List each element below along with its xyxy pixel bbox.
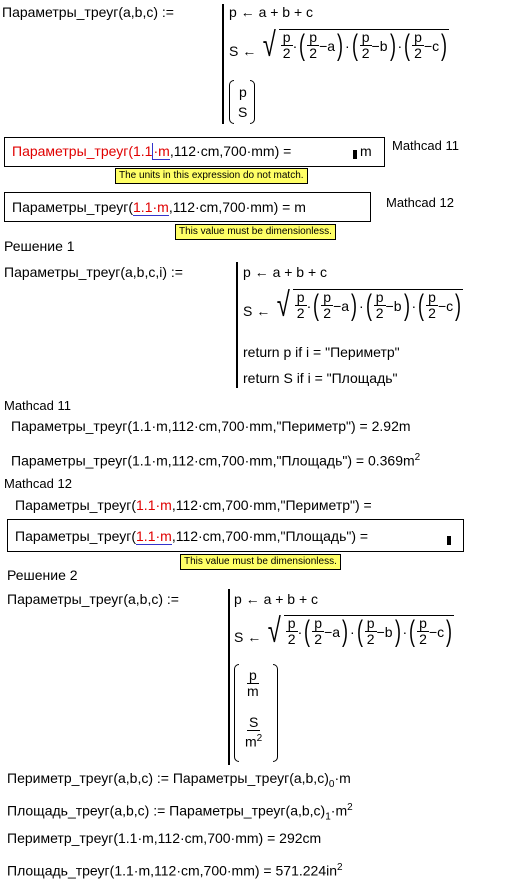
vector-bracket-right-icon xyxy=(250,80,255,124)
sqrt-icon: √ xyxy=(267,612,281,650)
vector-bracket-left-icon xyxy=(234,664,239,762)
radicand: $\frac{p}{2}$ · ( $\frac{p}{2}$ − a ) · ( $\frac{p}{2}$ − b ) · ( $\frac{p}{2}$ − c ) xyxy=(293,289,463,321)
sol1-return-s[interactable]: return S if i = "Площадь" xyxy=(243,370,398,386)
sol1-return-p[interactable]: return p if i = "Периметр" xyxy=(243,344,400,360)
def1-line-p[interactable]: p ← a + b + c xyxy=(229,4,314,20)
vector-bracket-right-icon xyxy=(273,664,278,762)
fraction: $\frac{p}{2}$ xyxy=(419,615,427,647)
paren-close-icon: ) xyxy=(455,288,462,322)
paren-close-icon: ) xyxy=(394,614,401,648)
paren-open-icon: ( xyxy=(365,288,372,322)
sol1-mc11-label: Mathcad 11 xyxy=(4,398,71,413)
paren-close-icon: ) xyxy=(403,288,410,322)
sol1-mc12-error-tooltip: This value must be dimensionless. xyxy=(180,554,341,570)
expr11-error-tooltip: The units in this expression do not match. xyxy=(115,168,308,184)
heron-sqrt xyxy=(274,288,463,322)
paren-close-icon: ) xyxy=(441,28,448,62)
sol2-vec-frac2: $\frac{S}{m^2}$ xyxy=(245,714,263,750)
expr12-expression[interactable]: Параметры_треуг(1.1·m,112·cm,700·mm) = m xyxy=(12,199,306,215)
placeholder-icon[interactable] xyxy=(447,536,451,545)
expr11-unit: m xyxy=(360,143,372,159)
sol2-perimeter-result[interactable]: Периметр_треуг(1.1·m,112·cm,700·mm) = 292cm xyxy=(7,830,322,846)
sol1-line-p[interactable]: p ← a + b + c xyxy=(243,264,328,280)
sol1-program-bar xyxy=(236,262,238,388)
sol2-vec-frac1: $\frac{p}{m}$ xyxy=(247,667,259,699)
def1-program-bar xyxy=(222,4,224,124)
def1-header[interactable]: Параметры_треуг(a,b,c) := xyxy=(2,4,174,20)
fraction: $\frac{p}{2}$ xyxy=(282,29,291,61)
paren-open-icon: ( xyxy=(356,614,363,648)
fraction: $\frac{p}{2}$ xyxy=(414,29,422,61)
vector-bracket-left-icon xyxy=(229,80,234,124)
fraction: $\frac{p}{2}$ xyxy=(314,615,323,647)
sol2-title: Решение 2 xyxy=(7,567,78,583)
fraction: $\frac{p}{2}$ xyxy=(361,29,370,61)
def1-vec-top: p xyxy=(239,84,247,100)
sol2-program-bar xyxy=(228,589,230,765)
radicand: $\frac{p}{2}$ · ( $\frac{p}{2}$ − a ) · ( $\frac{p}{2}$ − b ) · ( $\frac{p}{2}$ − c ) xyxy=(279,29,449,61)
def1-line-s[interactable] xyxy=(229,28,449,62)
fraction: $\frac{p}{2}$ xyxy=(428,289,436,321)
def1-vec-bottom: S xyxy=(238,104,248,120)
paren-close-icon: ) xyxy=(351,288,358,322)
sol1-mc12-label: Mathcad 12 xyxy=(4,476,72,491)
sqrt-icon: √ xyxy=(276,286,290,324)
expr12-version-label: Mathcad 12 xyxy=(386,195,454,210)
fraction: $\frac{p}{2}$ xyxy=(296,289,305,321)
fraction: $\frac{p}{2}$ xyxy=(323,289,332,321)
paren-open-icon: ( xyxy=(304,614,311,648)
paren-open-icon: ( xyxy=(418,288,425,322)
fraction: $\frac{p}{2}$ xyxy=(366,615,375,647)
placeholder-icon[interactable] xyxy=(353,150,357,159)
sol2-header[interactable]: Параметры_треуг(a,b,c) := xyxy=(7,591,179,607)
sol2-line-p[interactable]: p ← a + b + c xyxy=(234,591,319,607)
sqrt-icon: √ xyxy=(262,26,276,64)
paren-open-icon: ( xyxy=(351,28,358,62)
fraction: $\frac{p}{2}$ xyxy=(309,29,318,61)
sol2-line-s[interactable]: S ← √ $\frac{p}{2}$ · ( $\frac{p}{2}$ − a ) · ( $\frac{p}{2}$ − b ) · ( $\frac{p}{2}$ − c ) xyxy=(234,612,453,650)
paren-open-icon: ( xyxy=(404,28,411,62)
sol1-mc12-line2[interactable]: Параметры_треуг(1.1·m,112·cm,700·mm,"Площадь") = xyxy=(15,528,369,544)
sol2-perimeter-def[interactable]: Периметр_треуг(a,b,c) := $Параметры\_треуг(a,b,c)_0\cdot m$ xyxy=(7,770,351,790)
paren-open-icon: ( xyxy=(409,614,416,648)
expr12-error-tooltip: This value must be dimensionless. xyxy=(175,224,336,240)
sol1-header[interactable]: Параметры_треуг(a,b,c,i) := xyxy=(4,264,183,280)
sol1-mc11-line1[interactable]: Параметры_треуг(1.1·m,112·cm,700·mm,"Периметр") = 2.92m xyxy=(11,418,411,434)
paren-open-icon: ( xyxy=(299,28,306,62)
assign-label: S ← xyxy=(229,43,257,59)
paren-open-icon: ( xyxy=(313,288,320,322)
paren-close-icon: ) xyxy=(342,614,349,648)
sol2-area-def[interactable]: Площадь_треуг(a,b,c) := $Параметры\_треуг(a,b,c)_1\cdot m^2$ xyxy=(7,802,353,823)
sol2-area-result[interactable]: Площадь_треуг(1.1·m,112·cm,700·mm) = $571.224in^2$ xyxy=(7,862,343,879)
paren-close-icon: ) xyxy=(446,614,453,648)
heron-sqrt xyxy=(260,28,449,62)
fraction: $\frac{p}{2}$ xyxy=(375,289,384,321)
heron-sqrt xyxy=(265,614,454,648)
selected-unit[interactable]: ·m xyxy=(153,143,170,159)
sol1-mc12-line1[interactable]: Параметры_треуг(1.1·m,112·cm,700·mm,"Периметр") = xyxy=(15,497,372,513)
sol1-line-s[interactable]: S ← √ $\frac{p}{2}$ · ( $\frac{p}{2}$ − a ) · ( $\frac{p}{2}$ − b ) · ( $\frac{p}{2}$ − c ) xyxy=(243,286,462,324)
paren-close-icon: ) xyxy=(389,28,396,62)
highlighted-arg[interactable]: 1.1·m xyxy=(133,199,169,215)
expr11-expression[interactable]: Параметры_треуг(1.1·m,112·cm,700·mm) = xyxy=(12,143,292,159)
fraction: $\frac{p}{2}$ xyxy=(287,615,296,647)
sol1-title: Решение 1 xyxy=(4,238,75,254)
expr11-version-label: Mathcad 11 xyxy=(392,138,459,153)
radicand: $\frac{p}{2}$ · ( $\frac{p}{2}$ − a ) · ( $\frac{p}{2}$ − b ) · ( $\frac{p}{2}$ − c ) xyxy=(284,615,454,647)
sol1-mc11-line2[interactable]: Параметры_треуг(1.1·m,112·cm,700·mm,"Площадь") = $0.369m^2$ xyxy=(11,452,421,469)
paren-close-icon: ) xyxy=(337,28,344,62)
